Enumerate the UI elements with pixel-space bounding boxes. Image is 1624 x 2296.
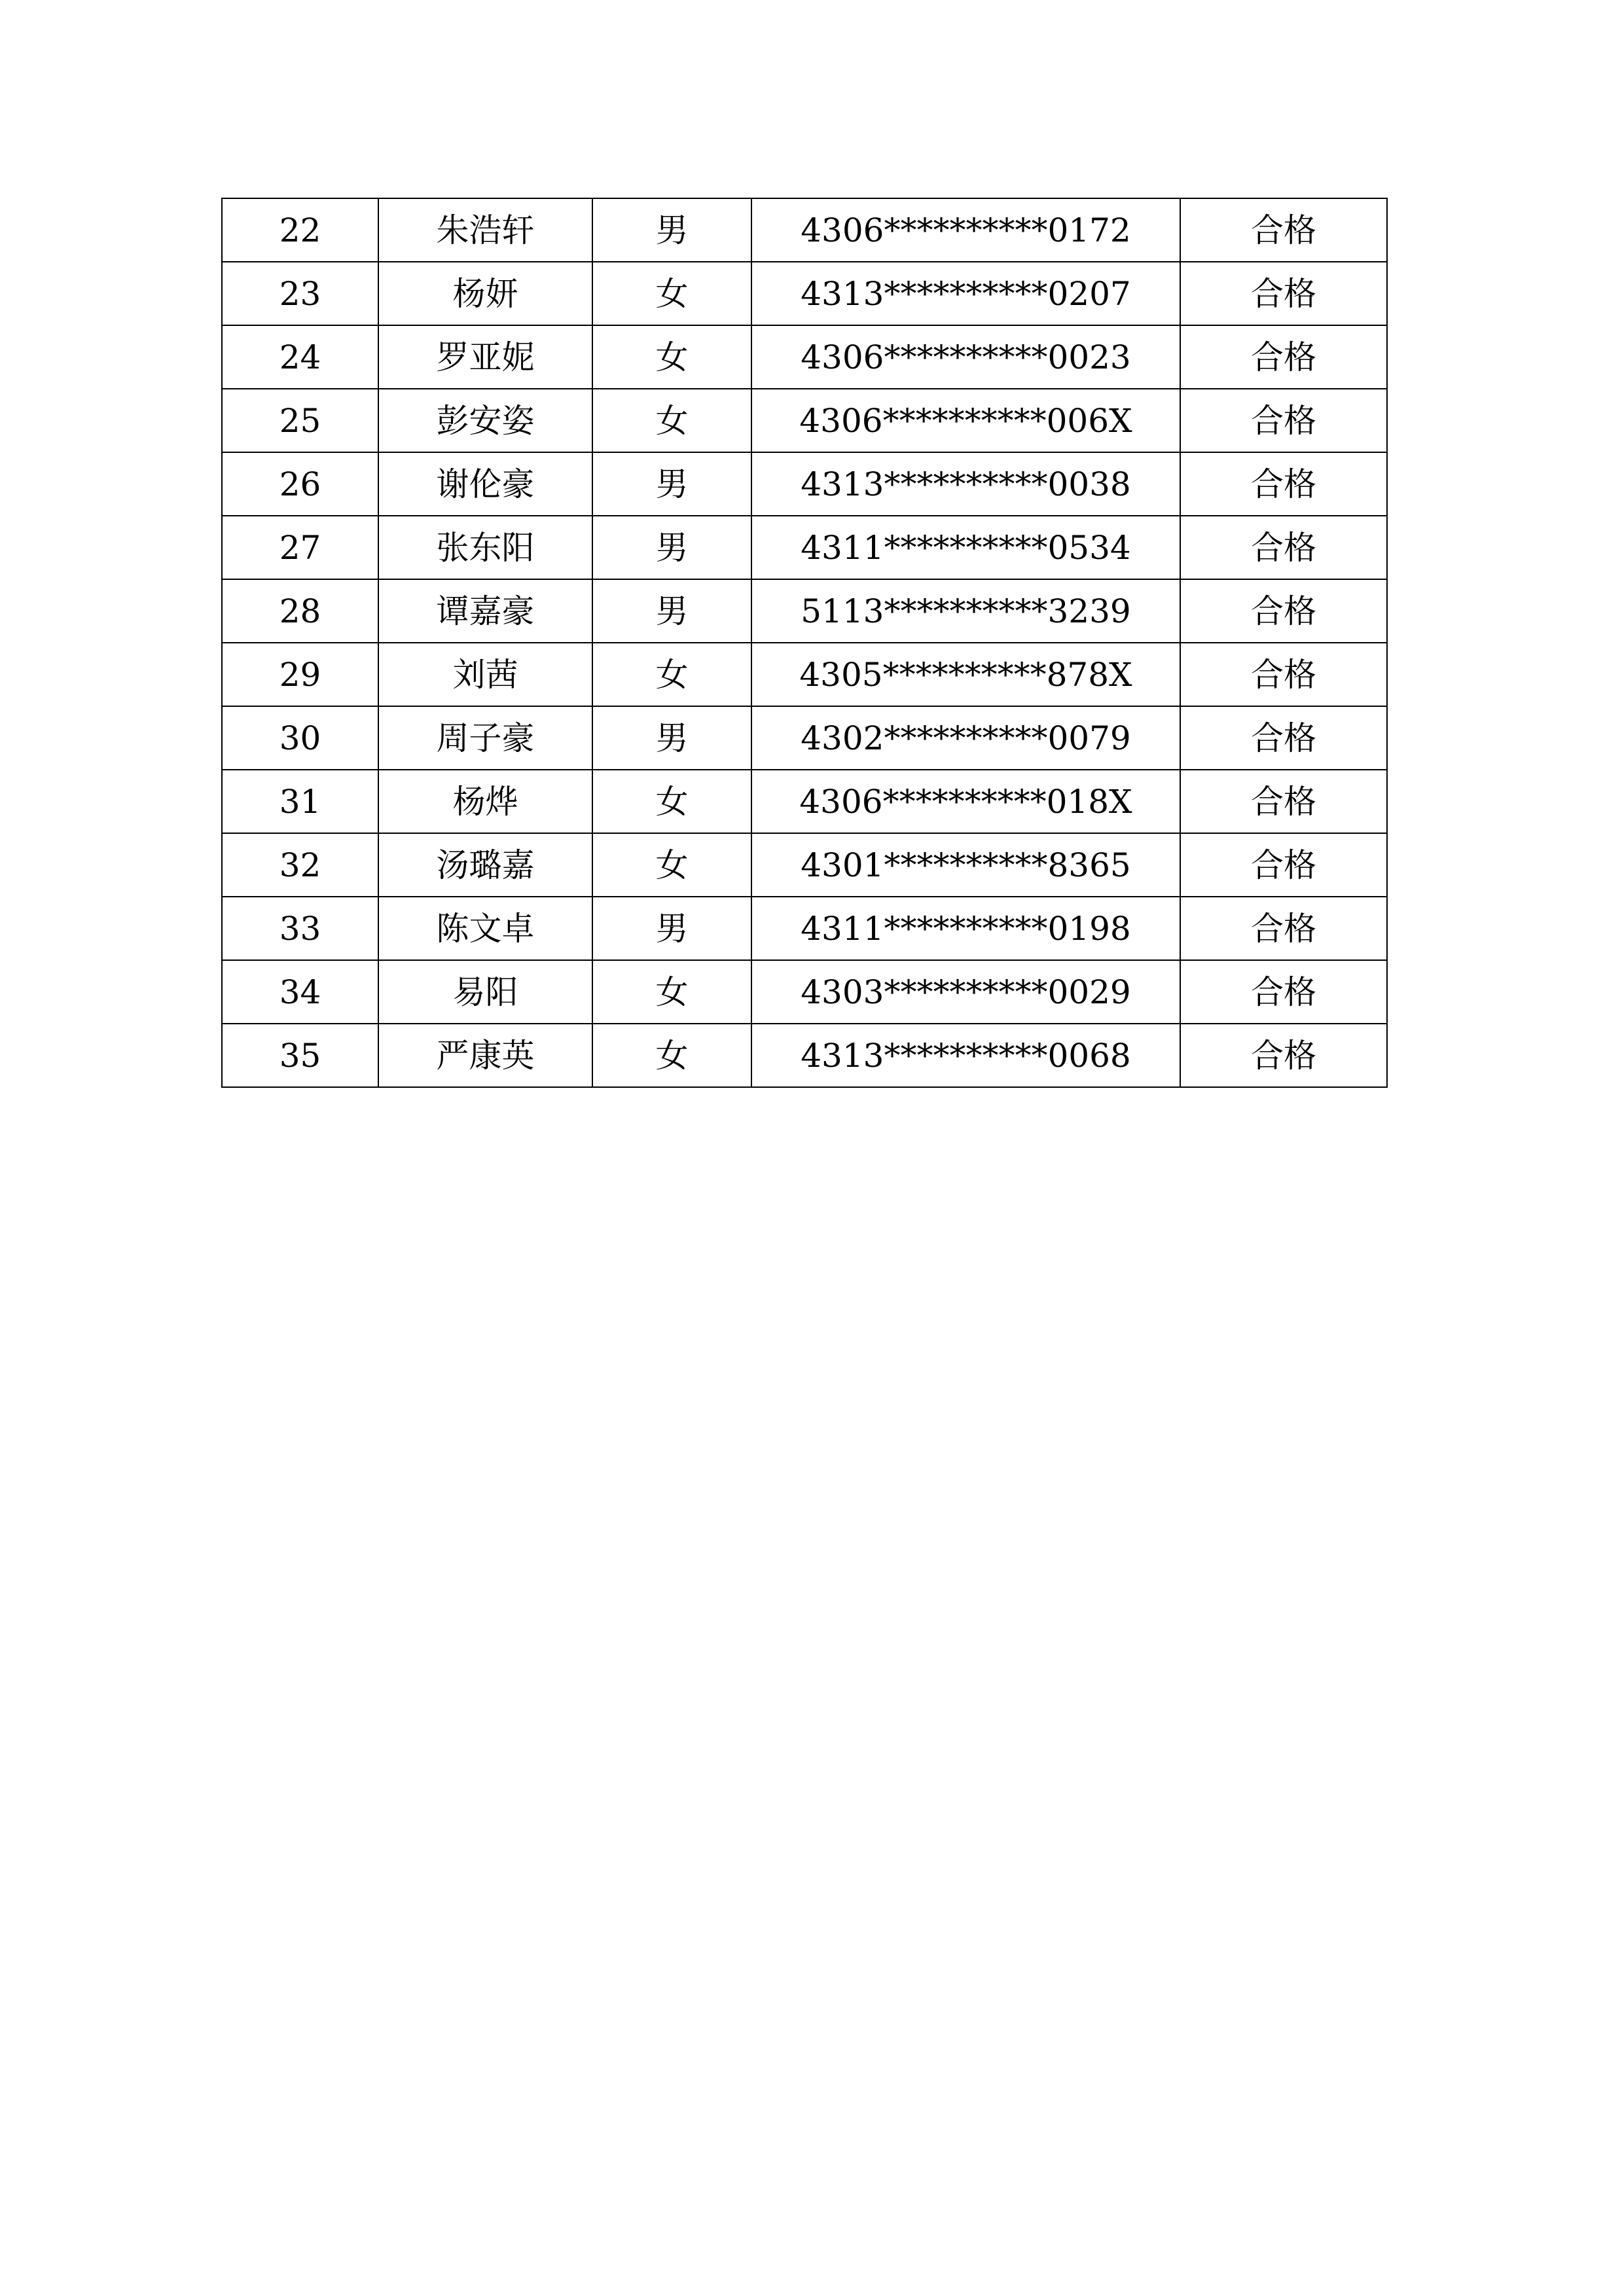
cell-number: 25 (222, 389, 378, 452)
table-row (222, 198, 1387, 262)
table-row (222, 389, 1387, 452)
cell-number: 29 (222, 643, 378, 706)
cell-sex: 女 (592, 960, 751, 1024)
cell-name: 周子豪 (378, 706, 592, 770)
cell-name: 严康英 (378, 1024, 592, 1087)
cell-name: 刘茜 (378, 643, 592, 706)
table-row (222, 452, 1387, 516)
cell-result: 合格 (1180, 833, 1387, 897)
cell-result: 合格 (1180, 452, 1387, 516)
cell-sex: 女 (592, 1024, 751, 1087)
table-row (222, 833, 1387, 897)
cell-sex: 男 (592, 579, 751, 643)
cell-id-number: 5113**********3239 (751, 579, 1180, 643)
cell-id-number: 4306**********018X (751, 770, 1180, 833)
table-row (222, 960, 1387, 1024)
table-row (222, 325, 1387, 389)
cell-sex: 女 (592, 643, 751, 706)
cell-number: 26 (222, 452, 378, 516)
cell-number: 35 (222, 1024, 378, 1087)
cell-name: 易阳 (378, 960, 592, 1024)
cell-sex: 女 (592, 770, 751, 833)
cell-result: 合格 (1180, 770, 1387, 833)
cell-name: 张东阳 (378, 516, 592, 579)
table-row (222, 643, 1387, 706)
table-row (222, 579, 1387, 643)
cell-number: 33 (222, 897, 378, 960)
table-row (222, 262, 1387, 325)
cell-id-number: 4303**********0029 (751, 960, 1180, 1024)
cell-result: 合格 (1180, 897, 1387, 960)
cell-result: 合格 (1180, 198, 1387, 262)
cell-result: 合格 (1180, 389, 1387, 452)
cell-number: 27 (222, 516, 378, 579)
table-row (222, 706, 1387, 770)
cell-result: 合格 (1180, 516, 1387, 579)
cell-number: 24 (222, 325, 378, 389)
cell-result: 合格 (1180, 1024, 1387, 1087)
cell-id-number: 4305**********878X (751, 643, 1180, 706)
cell-name: 罗亚妮 (378, 325, 592, 389)
cell-id-number: 4306**********0023 (751, 325, 1180, 389)
cell-id-number: 4306**********0172 (751, 198, 1180, 262)
cell-id-number: 4313**********0207 (751, 262, 1180, 325)
cell-name: 朱浩轩 (378, 198, 592, 262)
cell-name: 彭安姿 (378, 389, 592, 452)
cell-sex: 男 (592, 198, 751, 262)
table-row (222, 1024, 1387, 1087)
cell-sex: 男 (592, 516, 751, 579)
roster-table (221, 198, 1388, 1088)
table-row (222, 516, 1387, 579)
table-row (222, 770, 1387, 833)
cell-number: 22 (222, 198, 378, 262)
cell-result: 合格 (1180, 960, 1387, 1024)
cell-name: 谢伦豪 (378, 452, 592, 516)
cell-result: 合格 (1180, 579, 1387, 643)
cell-sex: 男 (592, 706, 751, 770)
cell-result: 合格 (1180, 325, 1387, 389)
cell-sex: 女 (592, 389, 751, 452)
cell-result: 合格 (1180, 262, 1387, 325)
cell-sex: 女 (592, 833, 751, 897)
table-row (222, 897, 1387, 960)
cell-id-number: 4311**********0534 (751, 516, 1180, 579)
cell-id-number: 4301**********8365 (751, 833, 1180, 897)
cell-name: 杨烨 (378, 770, 592, 833)
cell-name: 汤璐嘉 (378, 833, 592, 897)
cell-result: 合格 (1180, 643, 1387, 706)
cell-sex: 男 (592, 897, 751, 960)
cell-number: 32 (222, 833, 378, 897)
cell-number: 30 (222, 706, 378, 770)
cell-sex: 女 (592, 325, 751, 389)
cell-id-number: 4313**********0068 (751, 1024, 1180, 1087)
cell-number: 34 (222, 960, 378, 1024)
cell-id-number: 4311**********0198 (751, 897, 1180, 960)
cell-name: 谭嘉豪 (378, 579, 592, 643)
cell-name: 陈文卓 (378, 897, 592, 960)
cell-number: 28 (222, 579, 378, 643)
cell-result: 合格 (1180, 706, 1387, 770)
cell-sex: 女 (592, 262, 751, 325)
roster-table-body (222, 198, 1387, 1087)
cell-sex: 男 (592, 452, 751, 516)
cell-id-number: 4306**********006X (751, 389, 1180, 452)
cell-id-number: 4302**********0079 (751, 706, 1180, 770)
cell-number: 31 (222, 770, 378, 833)
cell-id-number: 4313**********0038 (751, 452, 1180, 516)
cell-name: 杨妍 (378, 262, 592, 325)
cell-number: 23 (222, 262, 378, 325)
